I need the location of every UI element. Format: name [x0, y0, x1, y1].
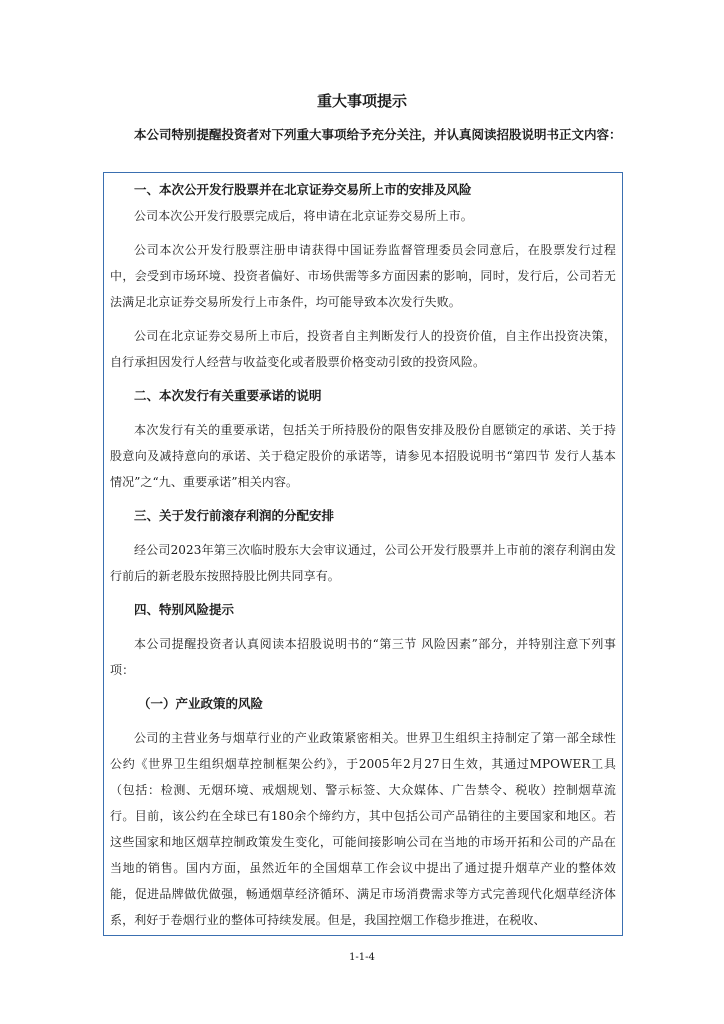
- section-3-paragraph-1: 经公司2023年第三次临时股东大会审议通过，公司公开发行股票并上市前的滚存利润由发行前后的新老股东按照持股比例共同享有。: [110, 543, 616, 583]
- section-4-sub-1-paragraph: 公司的主营业务与烟草行业的产业政策紧密相关。世界卫生组织主持制定了第一部全球性公约《世界卫生组织烟草控制框架公约》，于2005年2月27日生效，其通过MPOWER工具（包括：检测、无烟环境、戒烟规划、警示标签、大众媒体、广告禁令、税收）控制烟草流行。目前，该公约在全球已有180余个缔约方，其中包括公司产品销往的主要国家和地区。若这些国家和地区烟草控制政策发生变化，可能间接影响公司在当地的市场开拓和公司的产品在当地的销售。国内方面，虽然近年的全国烟草工作会议中提出了通过提升烟草产业的整体效能，促进品牌做优做强，畅通烟草经济循环、满足市场消费需求等方式完善现代化烟草经济体系，利好于卷烟行业的整体可持续发展。但是，我国控烟工作稳步推进，在税收、: [110, 731, 616, 927]
- section-3-heading: 三、关于发行前滚存利润的分配安排: [134, 508, 335, 523]
- section-4-heading: 四、特别风险提示: [134, 602, 235, 617]
- section-4-sub-1-heading: （一）产业政策的风险: [138, 696, 264, 711]
- page-number: 1-1-4: [349, 952, 375, 963]
- notice-box: [103, 172, 623, 936]
- intro-paragraph: 本公司特别提醒投资者对下列重大事项给予充分关注，并认真阅读招股说明书正文内容：: [134, 127, 622, 142]
- section-2-heading: 二、本次发行有关重要承诺的说明: [134, 388, 322, 403]
- section-1-paragraph-3: 公司在北京证券交易所上市后，投资者自主判断发行人的投资价值，自主作出投资决策，自行承担因发行人经营与收益变化或者股票价格变动引致的投资风险。: [110, 329, 616, 369]
- section-1-paragraph-1: 公司本次公开发行股票完成后，将申请在北京证券交易所上市。: [134, 209, 473, 223]
- section-1-heading: 一、本次公开发行股票并在北京证券交易所上市的安排及风险: [134, 182, 472, 197]
- section-4-paragraph-1: 本公司提醒投资者认真阅读本招股说明书的“第三节 风险因素”部分，并特别注意下列事项：: [110, 637, 616, 677]
- page-title: 重大事项提示: [316, 92, 407, 110]
- section-1-paragraph-2: 公司本次公开发行股票注册申请获得中国证券监督管理委员会同意后，在股票发行过程中，会受到市场环境、投资者偏好、市场供需等多方面因素的影响，同时，发行后，公司若无法满足北京证券交易所发行上市条件，均可能导致本次发行失败。: [110, 243, 616, 309]
- section-2-paragraph-1: 本次发行有关的重要承诺，包括关于所持股份的限售安排及股份自愿锁定的承诺、关于持股意向及减持意向的承诺、关于稳定股价的承诺等，请参见本招股说明书“第四节 发行人基本情况”之“九、重要承诺”相关内容。: [110, 423, 616, 489]
